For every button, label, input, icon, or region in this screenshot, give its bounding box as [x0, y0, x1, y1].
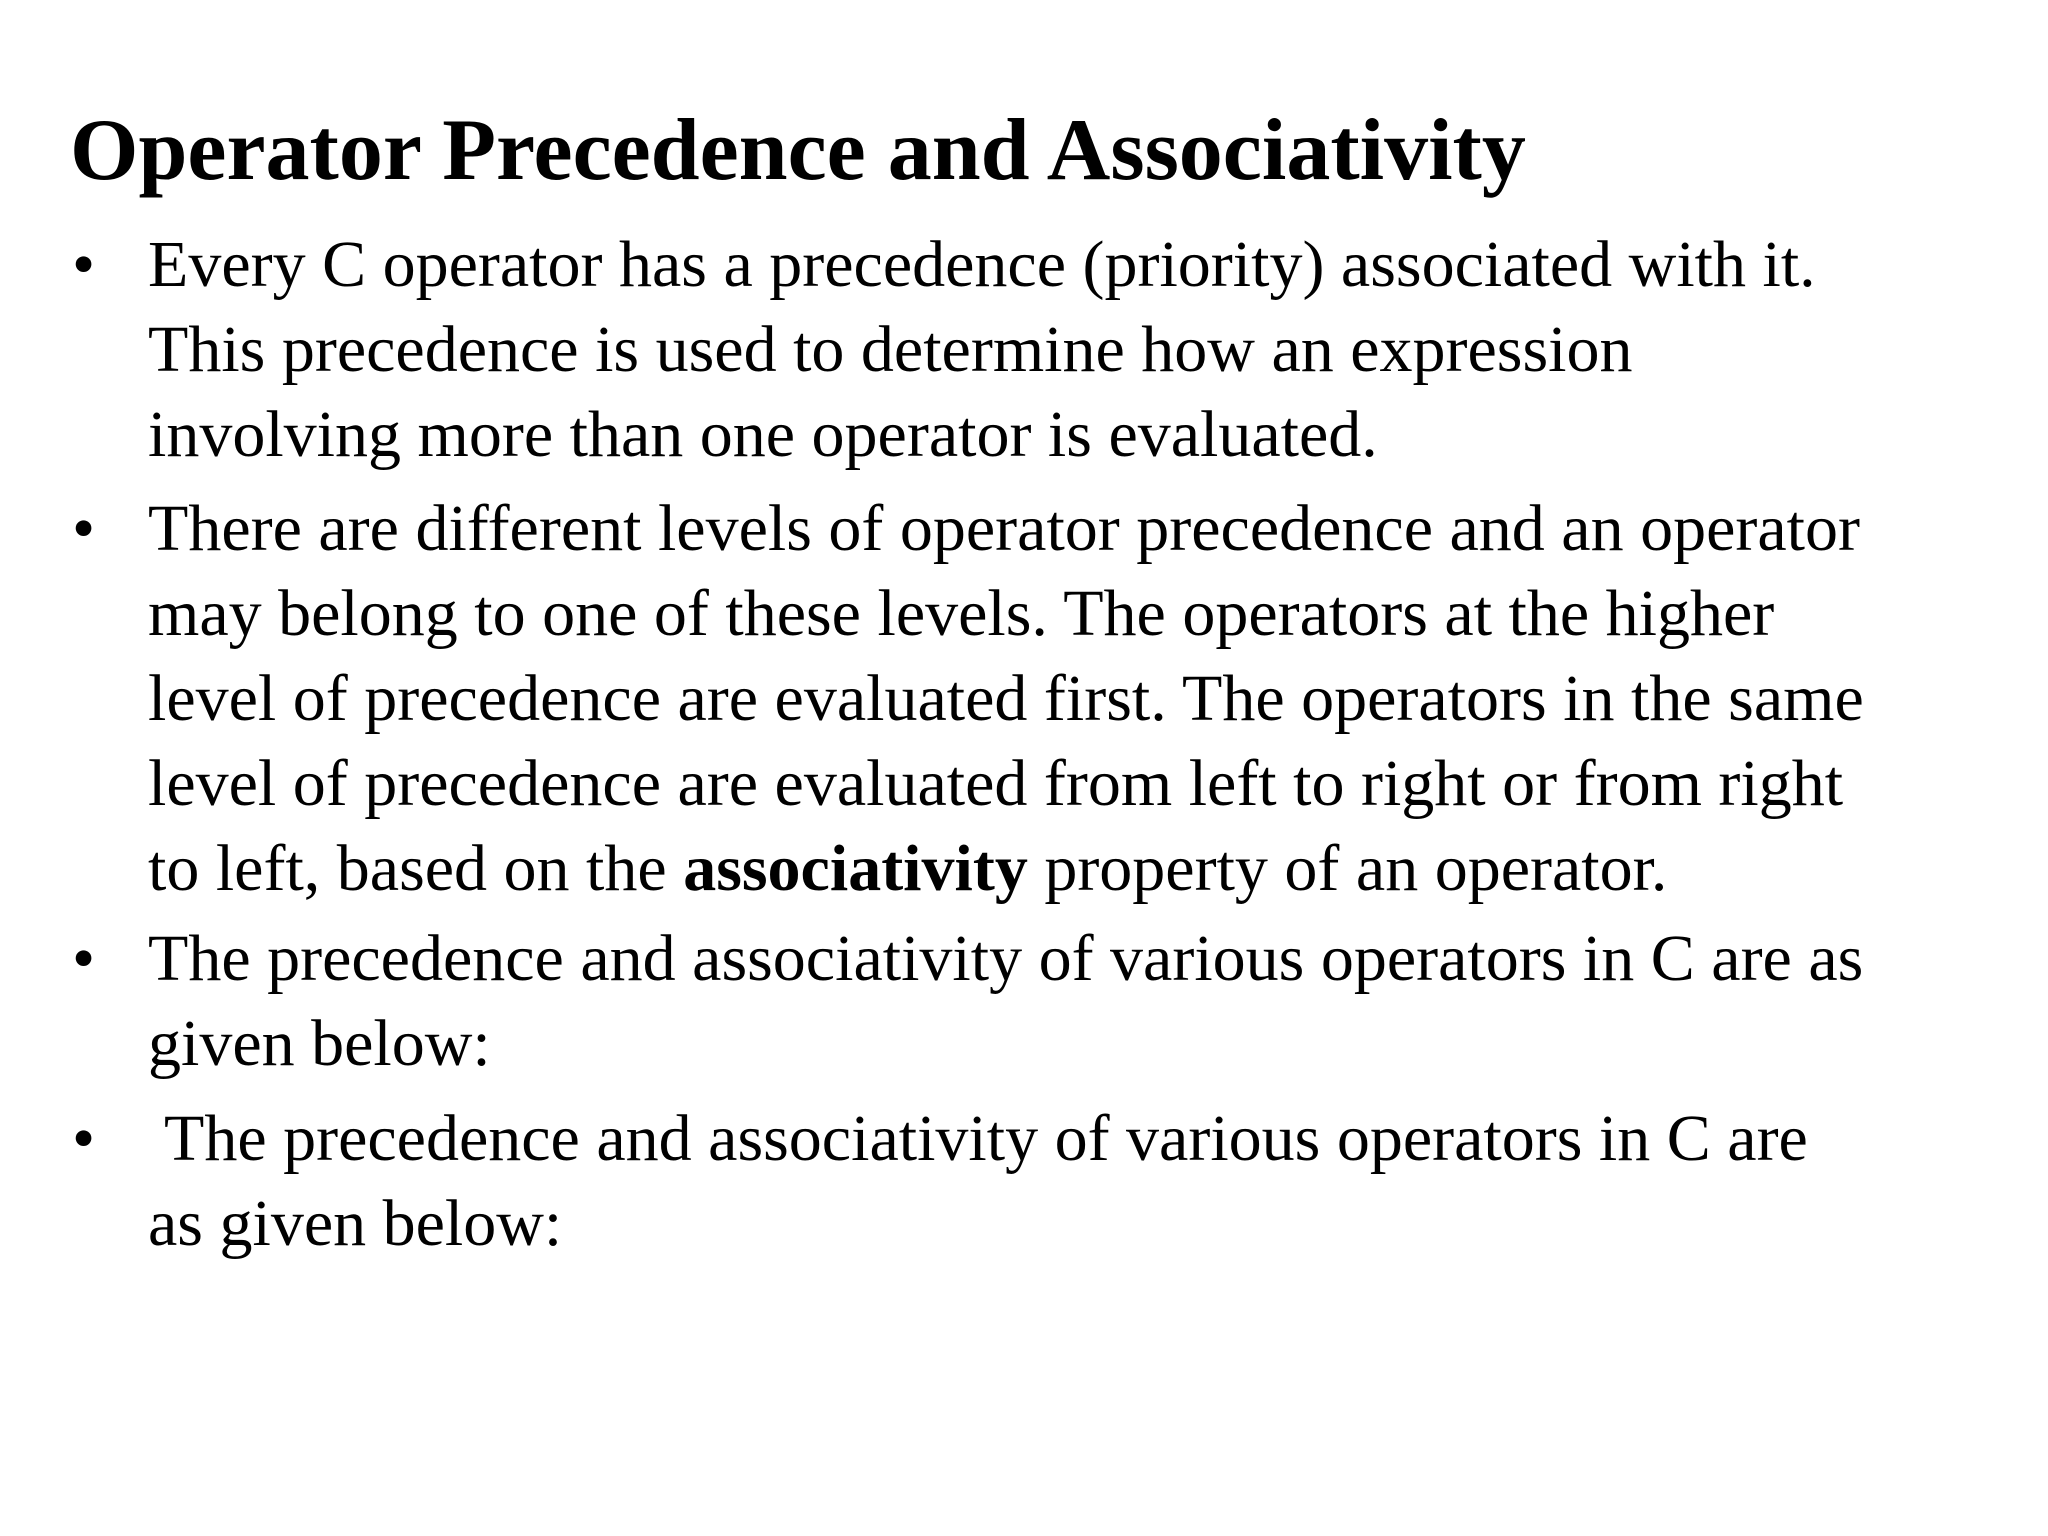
bullet-line: may belong to one of these levels. The operators at the higher: [148, 577, 1775, 650]
bullet-item: [70, 1096, 1970, 1276]
bullet-icon: •: [72, 1102, 96, 1175]
bullet-line-with-emphasis: [148, 826, 1970, 911]
bullet-icon: •: [72, 492, 96, 565]
bullet-list: [70, 222, 1970, 1276]
bullet-icon: •: [72, 922, 96, 995]
bullet-line: as given below:: [148, 1187, 563, 1260]
bullet-line: level of precedence are evaluated first. The operators in the same: [148, 662, 1864, 735]
slide-title: Operator Precedence and Associativity: [70, 102, 1526, 199]
bullet-line: involving more than one operator is evaluated.: [148, 398, 1378, 471]
emphasized-term: associativity: [683, 832, 1028, 905]
bullet-icon: •: [72, 228, 96, 301]
bullet-line: given below:: [148, 1007, 491, 1080]
bullet-item: [70, 486, 1970, 916]
bullet-line: Every C operator has a precedence (priority) associated with it.: [148, 228, 1816, 301]
bullet-line: The precedence and associativity of various operators in C are: [164, 1102, 1808, 1175]
bullet-line: This precedence is used to determine how an expression: [148, 313, 1633, 386]
bullet-line: level of precedence are evaluated from left to right or from right: [148, 747, 1844, 820]
bullet-line: There are different levels of operator precedence and an operator: [148, 492, 1860, 565]
bullet-item: [70, 916, 1970, 1096]
bullet-item: [70, 222, 1970, 486]
text-segment: property of an operator.: [1027, 832, 1668, 905]
text-segment: to left, based on the: [148, 832, 684, 905]
bullet-line: The precedence and associativity of various operators in C are as: [148, 922, 1864, 995]
